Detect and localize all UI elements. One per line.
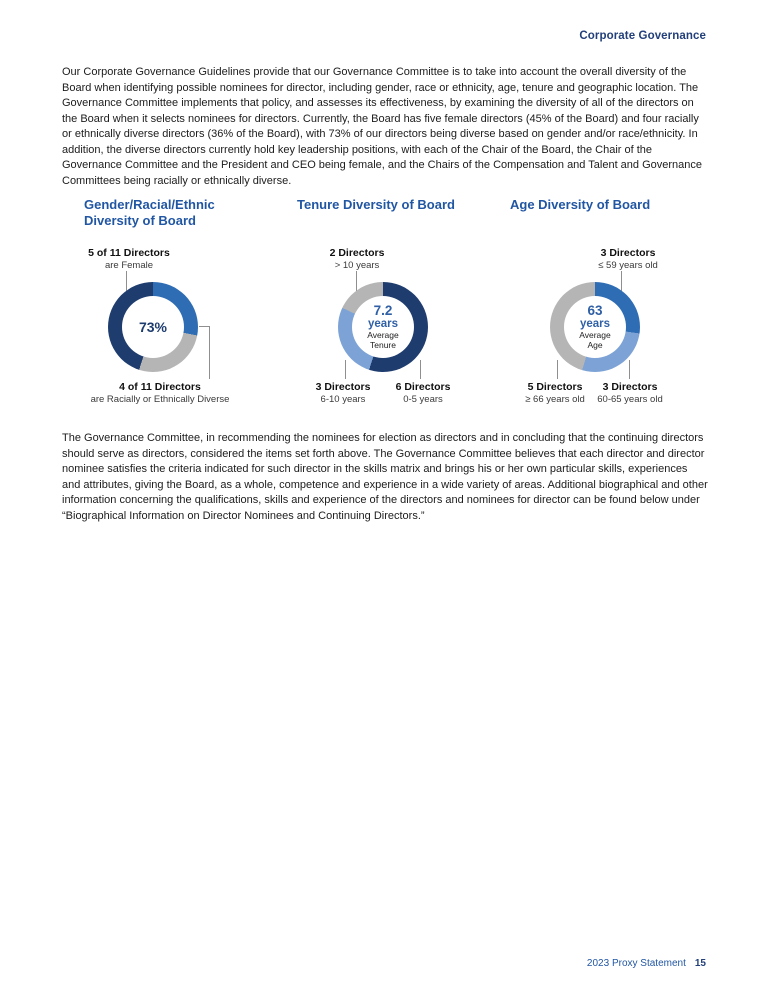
callout-over-10-years [317,247,397,271]
callout-0-5-years [380,381,466,405]
chart-age-diversity [488,197,708,419]
callout-text: ≥ 66 years old [525,393,585,405]
chart-title: Tenure Diversity of Board [297,197,455,212]
callout-6-10-years [300,381,386,405]
page-number: 15 [694,958,706,969]
chart-tenure-diversity [275,197,490,419]
donut-gender-diversity [108,282,198,372]
chart-title: Age Diversity of Board [510,197,651,212]
donut-age-diversity [550,282,640,372]
center-unit: years [367,318,399,330]
callout-bold: 2 Directors [329,247,385,259]
donut-center [108,282,198,372]
callout-bold: 3 Directors [602,381,658,393]
chart-title: Gender/Racial/Ethnic Diversity of Board [84,197,215,228]
callout-diverse [80,381,240,405]
center-value: 63 [587,303,603,318]
callout-text: 0-5 years [403,393,443,405]
callout-connector [345,360,346,379]
callout-bold: 4 of 11 Directors [119,381,201,393]
page-footer [587,958,706,969]
diversity-charts-row [62,197,708,419]
callout-connector [557,360,558,379]
donut-tenure-diversity [338,282,428,372]
center-sub: Average [579,330,611,340]
callout-bold: 3 Directors [315,381,371,393]
callout-connector [629,360,630,379]
chart-gender-racial-ethnic-diversity [62,197,277,419]
closing-paragraph: The Governance Committee, in recommending the nominees for election as directors and in concluding that the continuing directors should serve as directors, considered the items set forth above. The Governance Committee believes that each director and director nominee satisfies the criteria indicated for such director in the skills matrix and brings his or her own particular skills, experiences and attributes, giving the Board, as a whole, competence and experience in a wide variety of areas. Additional biographical and other information concerning the qualifications, skills and experience of the directors and nominees for director can be found below under “Biographical Information on Director Nominees and Continuing Directors.” [62,432,708,522]
callout-bold: 3 Directors [600,247,656,259]
callout-text: 6-10 years [320,393,366,405]
callout-connector [209,326,210,379]
intro-paragraph: Our Corporate Governance Guidelines provide that our Governance Committee is to take into account the overall diversity of the Board when identifying possible nominees for director, including gender, race or ethnicity, age, tenure and geographic location. The Governance Committee implements that policy, and assesses its effectiveness, by examining the diversity of all of the directors on the Board when it selects nominees for directors. Currently, the Board has five female directors (45% of the Board) and four racially or ethnically diverse directors (36% of the Board), with 73% of our directors being diverse based on gender and/or race/ethnicity. In addition, the diverse directors currently hold key leadership positions, with each of the Chair of the Board, the Chair of the Governance Committee and the President and CEO being female, and the Chairs of the Compensation and Talent and Governance Committees being racially or ethnically diverse. [62,66,703,187]
footer-label: 2023 Proxy Statement [586,958,686,969]
callout-bold: 5 of 11 Directors [88,247,170,259]
center-value: 73% [138,319,168,335]
center-value: 7.2 [373,303,393,318]
callout-text: > 10 years [334,259,380,271]
callout-bold: 6 Directors [395,381,451,393]
callout-bold: 5 Directors [527,381,583,393]
donut-center [338,282,428,372]
callout-under-59 [588,247,668,271]
donut-center [550,282,640,372]
callout-text: ≤ 59 years old [598,259,658,271]
center-sub: Tenure [370,339,396,350]
callout-female [84,247,174,271]
center-unit: years [579,318,611,330]
callout-text: are Racially or Ethnically Diverse [90,393,230,405]
callout-60-65 [584,381,676,405]
callout-text: 60-65 years old [597,393,663,405]
center-sub: Age [587,339,603,350]
callout-connector [420,360,421,379]
callout-text: are Female [104,259,154,271]
center-sub: Average [367,330,399,340]
section-header: Corporate Governance [579,30,706,42]
